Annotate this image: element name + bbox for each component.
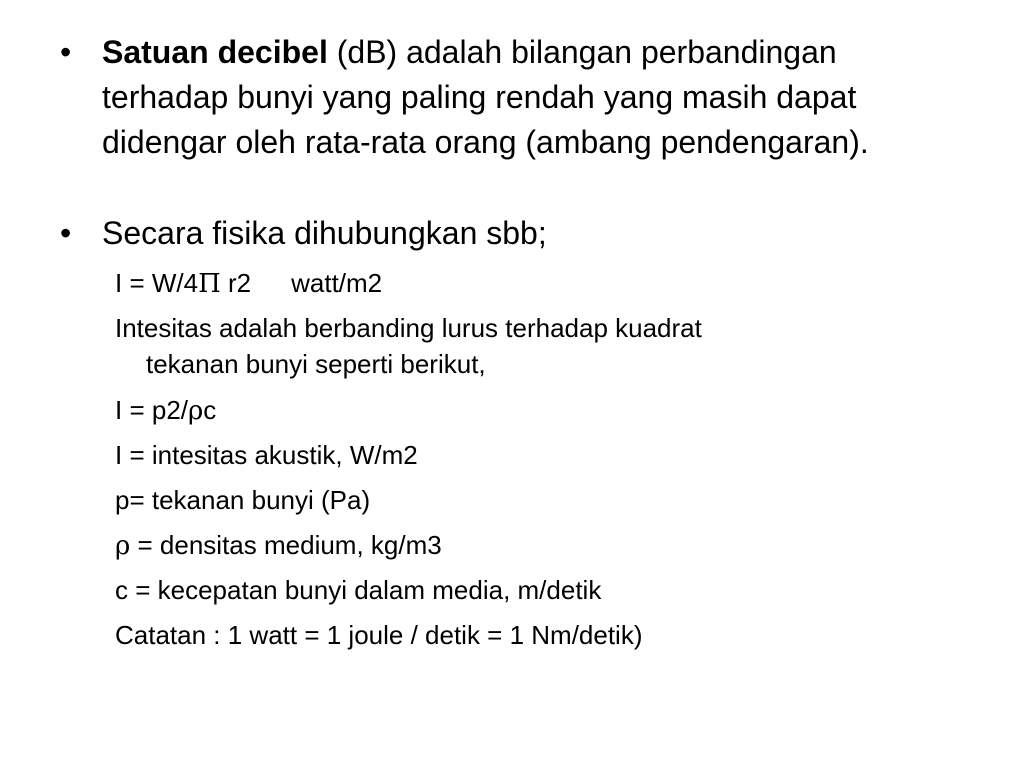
definition-speed: c = kecepatan bunyi dalam media, m/detik — [115, 575, 602, 605]
bullet-mark: • — [60, 215, 72, 251]
bullet-text — [102, 30, 960, 165]
formula-prefix: I = W/4 — [115, 268, 199, 298]
rho-symbol: ρ — [188, 396, 204, 426]
definition-pressure: p= tekanan bunyi (Pa) — [115, 485, 371, 515]
bullet-body: (dB) adalah bilangan perbandingan terhadap bunyi yang paling rendah yang masih dapat didengar oleh rata-rata orang (ambang pendengaran). — [102, 34, 869, 160]
formula-suffix: c — [203, 395, 217, 425]
formula-unit: watt/m2 — [291, 268, 383, 298]
bullet-mark: • — [60, 34, 72, 70]
intensity-description — [115, 310, 935, 382]
formula-suffix: r2 — [220, 268, 252, 298]
bullet-decibel — [60, 30, 960, 165]
pi-symbol: Π — [198, 269, 221, 299]
description-line-2: tekanan bunyi seperti berikut, — [146, 349, 486, 379]
bullet-physics — [60, 211, 960, 256]
definition-density — [115, 527, 935, 564]
bullet-text: Secara fisika dihubungkan sbb; — [102, 215, 547, 251]
definition-intensity: I = intesitas akustik, W/m2 — [115, 440, 418, 470]
rho-symbol: ρ — [115, 531, 131, 561]
formula-prefix: I = p2/ — [115, 395, 188, 425]
note: Catatan : 1 watt = 1 joule / detik = 1 Nm/detik) — [115, 620, 643, 650]
description-line-1: Intesitas adalah berbanding lurus terhadap kuadrat — [115, 313, 702, 343]
formula-intensity-pressure — [115, 392, 935, 429]
bold-term: Satuan decibel — [102, 34, 328, 70]
density-text: = densitas medium, kg/m3 — [130, 530, 442, 560]
formula-intensity-power — [115, 265, 935, 302]
